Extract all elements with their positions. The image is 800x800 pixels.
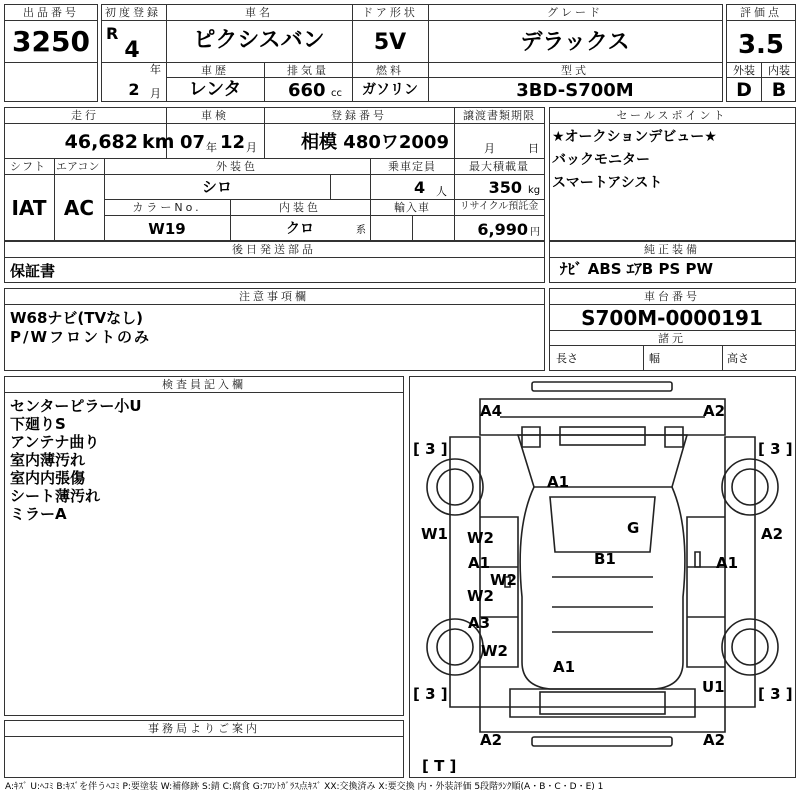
car-name: ピクシスバン [193, 28, 325, 53]
damage-diagram [409, 376, 796, 778]
displacement-label: 排気量 [287, 64, 329, 77]
caution-label: 注意事項欄 [239, 290, 309, 303]
exterior-grade: D [736, 79, 752, 101]
genuine-label: 純正装備 [644, 243, 700, 256]
inspector-label: 検査員記入欄 [162, 378, 246, 391]
transfer-month: 月 [484, 142, 495, 155]
inspector-note: センターピラー小U [10, 397, 142, 415]
kei-unit: 系 [356, 225, 366, 236]
caution-line: P/Wフロントのみ [10, 328, 152, 346]
history-label: 車歴 [201, 64, 229, 77]
first-reg-year: 4 [124, 38, 140, 63]
inspector-note: アンテナ曲り [10, 433, 100, 451]
damage-mark: A2 [480, 731, 503, 749]
recycle-label: リサイクル預託金 [459, 201, 539, 212]
inspection-month-unit: 月 [246, 141, 257, 154]
damage-mark: A1 [716, 554, 739, 572]
score: 3.5 [737, 30, 785, 60]
door-label: ドア形状 [362, 6, 418, 19]
height-label: 高さ [727, 352, 749, 365]
displacement: 660 [288, 80, 326, 101]
inspection-month: 12 [220, 132, 246, 153]
damage-mark: W2 [490, 571, 517, 589]
inspection-label: 車検 [201, 109, 229, 122]
damage-mark: W2 [467, 529, 494, 547]
door-type: 5V [373, 30, 407, 55]
sales-points-label: セールスポイント [616, 109, 728, 122]
damage-mark: W2 [481, 642, 508, 660]
aircon: AC [63, 196, 95, 220]
sales-point-line: スマートアシスト [552, 175, 663, 191]
exterior-label: 外装 [733, 64, 755, 77]
damage-mark: A4 [480, 402, 503, 420]
damage-mark: A1 [468, 554, 491, 572]
car-outline-diagram [410, 377, 795, 777]
era-mark: R [106, 24, 119, 43]
import-label: 輸入車 [394, 201, 430, 214]
inspector-notes [10, 397, 142, 523]
lot-number-label: 出品番号 [23, 6, 79, 19]
grade-label: グレード [547, 6, 603, 19]
yen-unit: 円 [530, 227, 540, 238]
max-load: 350 [488, 178, 522, 197]
inspector-note: 室内内張傷 [10, 469, 86, 487]
fuel-label: 燃料 [376, 64, 404, 77]
interior-label: 内装 [768, 64, 790, 77]
genuine-equipment: ﾅﾋﾞ ABS ｴｱB PS PW [560, 260, 714, 278]
capacity-label: 乗車定員 [388, 160, 436, 173]
registration-label: 登録番号 [331, 109, 387, 122]
damage-mark: U1 [702, 678, 725, 696]
model-label: 型式 [561, 64, 589, 77]
office-label: 事務局よりご案内 [148, 722, 260, 735]
tire-mark: [ 3 ] [413, 440, 448, 458]
car-name-label: 車名 [245, 6, 273, 19]
legend-text: A:ｷｽﾞ U:ﾍｺﾐ B:ｷｽﾞを伴うﾍｺﾐ P:要塗装 W:補修跡 S:錆 C:腐食 G:ﾌﾛﾝﾄｶﾞﾗｽ点ｷｽﾞ XX:交換済み X:要交換 内・外装評価 5段階ﾗﾝｸ順(A・B・C・D・E) 1 [5, 782, 604, 792]
length-label: 長さ [556, 352, 578, 365]
damage-mark: A2 [703, 731, 726, 749]
damage-mark: A1 [547, 473, 570, 491]
year-unit: 年 [150, 63, 161, 76]
inspector-note: ミラーA [10, 505, 67, 523]
capacity: 4 [414, 178, 426, 197]
shift-label: シフト [10, 160, 46, 173]
inspection-year-unit: 年 [206, 141, 217, 154]
damage-mark: A2 [761, 525, 784, 543]
aircon-label: エアコン [56, 160, 100, 173]
damage-mark: A3 [468, 614, 491, 632]
interior-grade: B [771, 79, 787, 101]
ext-color: シロ [201, 178, 233, 196]
damage-mark: B1 [594, 550, 616, 568]
later-parts-label: 後日発送部品 [232, 243, 316, 256]
inspector-note: シート薄汚れ [10, 487, 101, 505]
damage-mark: W1 [421, 525, 448, 543]
damage-mark: G [627, 519, 640, 537]
tire-mark: [ 3 ] [758, 440, 793, 458]
ext-color-label: 外装色 [216, 160, 258, 173]
int-color-label: 内装色 [279, 201, 321, 214]
sales-point-line: バックモニター [552, 152, 650, 168]
color-no-label: カラーNo. [132, 201, 202, 214]
fuel: ガソリン [362, 82, 418, 98]
later-parts: 保証書 [10, 262, 56, 280]
month-unit: 月 [150, 87, 161, 100]
cc-unit: cc [331, 88, 342, 99]
shift: IAT [11, 196, 47, 220]
score-label: 評価点 [740, 6, 782, 19]
inspector-note: 室内薄汚れ [10, 451, 86, 469]
tire-mark: [ 3 ] [413, 685, 448, 703]
inspector-note: 下廻りS [10, 415, 66, 433]
lot-number: 3250 [12, 25, 90, 58]
history: レンタ [188, 79, 242, 100]
grade: デラックス [520, 30, 630, 55]
spare-tire-mark: [ T ] [422, 757, 457, 775]
first-reg-label: 初度登録 [105, 6, 161, 19]
chassis-number: S700M-0000191 [581, 306, 763, 330]
registration-number: 相模 480ワ2009 [301, 132, 449, 153]
first-reg-month: 2 [128, 80, 140, 99]
width-label: 幅 [649, 352, 660, 365]
int-color: クロ [286, 221, 314, 237]
max-load-label: 最大積載量 [469, 160, 529, 173]
damage-mark: A1 [553, 658, 576, 676]
people-unit: 人 [436, 185, 447, 198]
km-unit: km [142, 131, 175, 153]
damage-mark: W2 [467, 587, 494, 605]
dims-label: 諸元 [658, 332, 686, 345]
transfer-day: 日 [528, 142, 539, 155]
caution-line: W68ナビ(TVなし) [10, 309, 143, 327]
color-no: W19 [148, 220, 186, 238]
kg-unit: kg [528, 185, 541, 196]
inspection-year: 07 [180, 132, 206, 153]
model: 3BD-S700M [516, 80, 634, 101]
recycle-fee: 6,990 [477, 220, 528, 239]
mileage: 46,682 [64, 131, 138, 153]
mileage-label: 走行 [71, 109, 99, 122]
sales-point-line: ★オークションデビュー★ [552, 129, 717, 145]
damage-mark: A2 [703, 402, 726, 420]
chassis-label: 車台番号 [644, 290, 700, 303]
tire-mark: [ 3 ] [758, 685, 793, 703]
transfer-label: 譲渡書類期限 [463, 109, 535, 122]
